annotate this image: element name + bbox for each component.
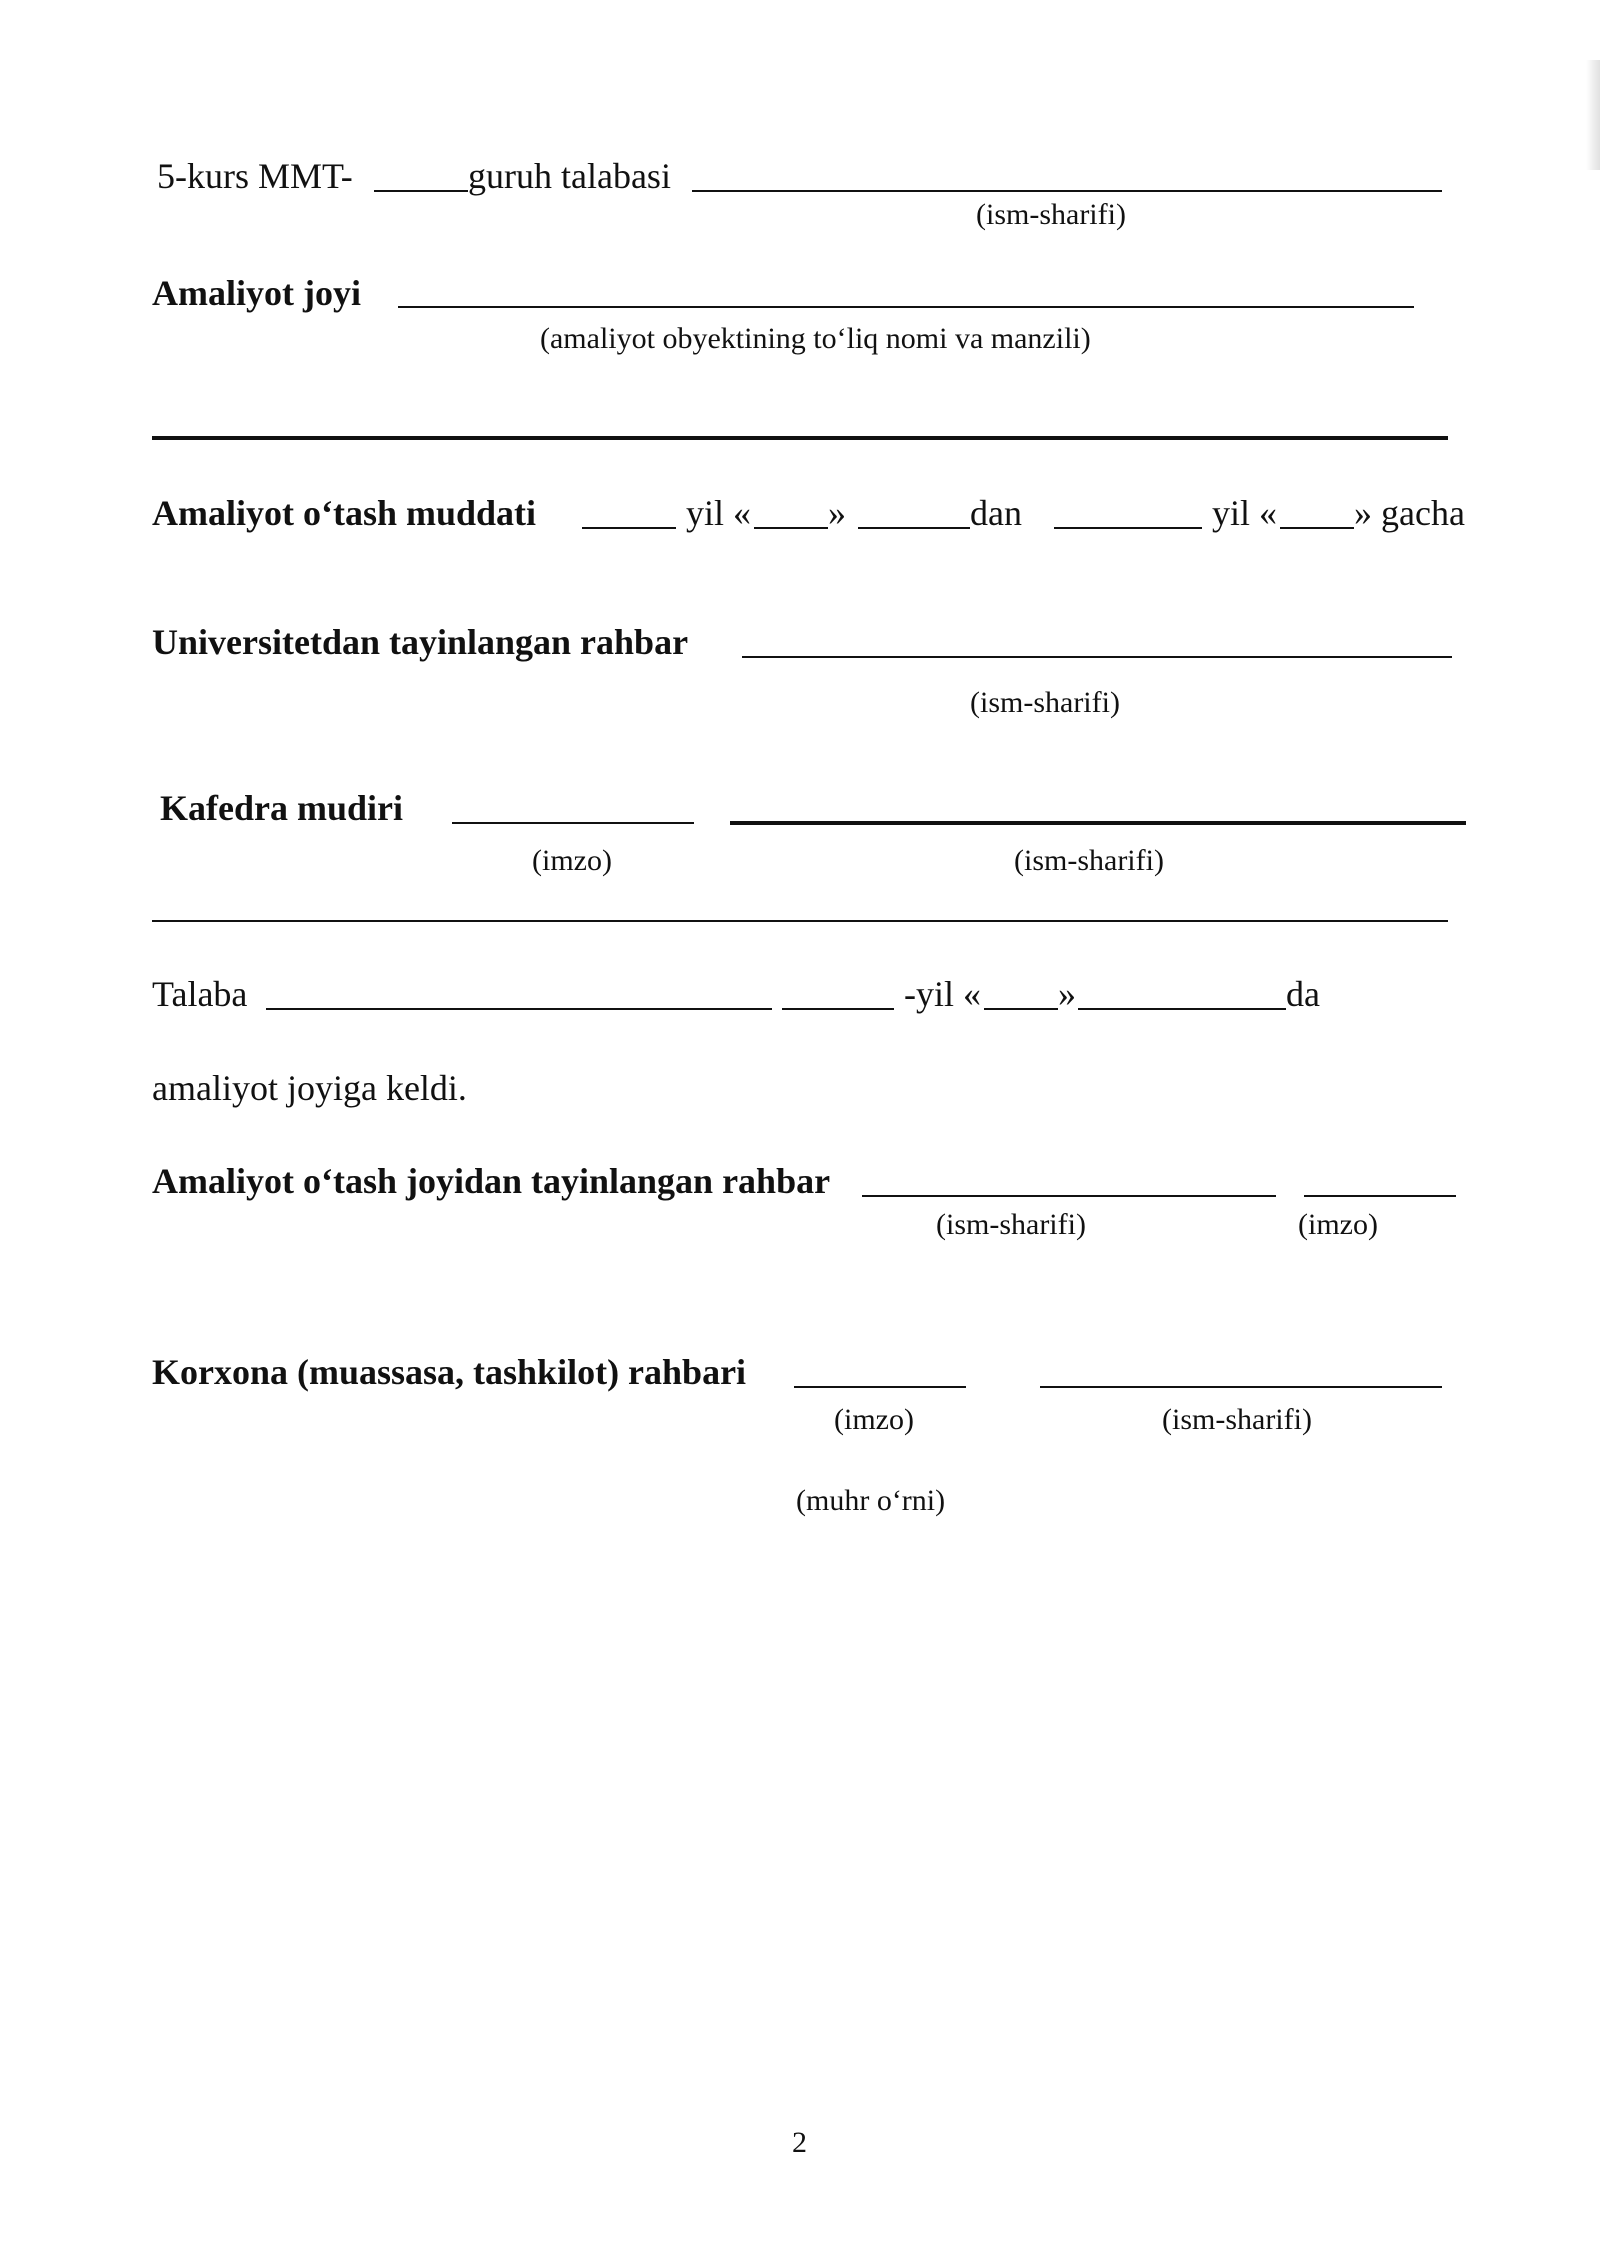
- company-head-label: Korxona (muassasa, tashkilot) rahbari: [152, 1352, 747, 1392]
- site-supervisor-label: Amaliyot o‘tash joyidan tayinlangan rahbar: [152, 1161, 831, 1201]
- university-supervisor-label: Universitetdan tayinlangan rahbar: [152, 622, 689, 662]
- site-supervisor-signature-caption: (imzo): [1298, 1208, 1378, 1241]
- period-label: Amaliyot o‘tash muddati: [152, 493, 537, 533]
- start-year-blank[interactable]: [582, 527, 676, 529]
- university-supervisor-blank[interactable]: [742, 656, 1452, 658]
- seal-place-caption: (muhr o‘rni): [796, 1484, 946, 1517]
- group-number-blank[interactable]: [374, 190, 468, 192]
- company-head-name-caption: (ism-sharifi): [1162, 1403, 1312, 1436]
- arrival-year-text: -yil «: [904, 974, 981, 1014]
- practice-place-blank[interactable]: [398, 306, 1414, 308]
- section-divider-line: [152, 920, 1448, 922]
- company-head-name-blank[interactable]: [1040, 1386, 1442, 1388]
- arrival-student-name-blank[interactable]: [266, 1008, 772, 1010]
- start-month-blank[interactable]: [858, 527, 970, 529]
- group-student-label: guruh talabasi: [468, 156, 671, 196]
- arrival-student-label: Talaba: [152, 974, 248, 1014]
- company-head-signature-blank[interactable]: [794, 1386, 966, 1388]
- site-supervisor-name-blank[interactable]: [862, 1195, 1276, 1197]
- arrival-sentence-end: amaliyot joyiga keldi.: [152, 1068, 467, 1108]
- company-head-signature-caption: (imzo): [834, 1403, 914, 1436]
- department-head-signature-blank[interactable]: [452, 822, 694, 824]
- arrival-day-blank[interactable]: [984, 1008, 1058, 1010]
- start-day-close: »: [828, 493, 846, 533]
- page-number: 2: [792, 2126, 807, 2159]
- course-group-prefix: 5-kurs MMT-: [157, 156, 353, 196]
- student-name-caption: (ism-sharifi): [976, 198, 1126, 231]
- start-day-blank[interactable]: [754, 527, 828, 529]
- site-supervisor-name-caption: (ism-sharifi): [936, 1208, 1086, 1241]
- start-dan-text: dan: [970, 493, 1022, 533]
- department-head-name-blank[interactable]: [730, 821, 1466, 825]
- practice-place-caption: (amaliyot obyektining to‘liq nomi va manzili): [540, 322, 1091, 355]
- department-head-name-caption: (ism-sharifi): [1014, 844, 1164, 877]
- start-year-text: yil «: [686, 493, 752, 533]
- site-supervisor-signature-blank[interactable]: [1304, 1195, 1456, 1197]
- arrival-day-close: »: [1058, 974, 1076, 1014]
- department-head-signature-caption: (imzo): [532, 844, 612, 877]
- department-head-label: Kafedra mudiri: [160, 788, 403, 828]
- arrival-year-blank[interactable]: [782, 1008, 894, 1010]
- university-supervisor-caption: (ism-sharifi): [970, 686, 1120, 719]
- student-name-blank[interactable]: [692, 190, 1442, 192]
- practice-place-second-line[interactable]: [152, 436, 1448, 440]
- page-edge-shadow: [1586, 60, 1600, 170]
- practice-place-label: Amaliyot joyi: [152, 273, 361, 313]
- arrival-month-blank[interactable]: [1078, 1008, 1286, 1010]
- end-day-blank[interactable]: [1280, 527, 1354, 529]
- end-year-text: yil «: [1212, 493, 1278, 533]
- end-year-blank[interactable]: [1054, 527, 1202, 529]
- arrival-da-text: da: [1286, 974, 1320, 1014]
- end-gacha-text: » gacha: [1354, 493, 1465, 533]
